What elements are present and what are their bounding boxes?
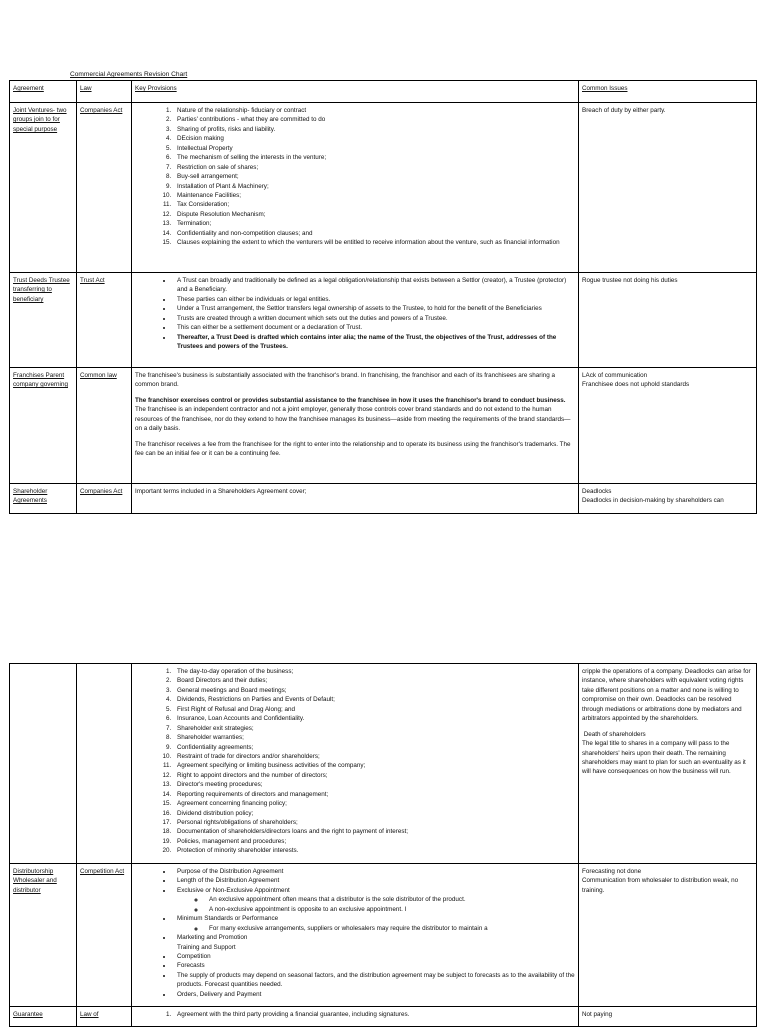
sub-list-item: ◦ An exclusive appointment often means that a distributor is the sole distributor of the product. xyxy=(205,895,575,904)
issue-line: Deadlocks xyxy=(582,488,612,495)
list-item: 7. Restriction on sale of shares; xyxy=(173,163,575,172)
list-item: 5. Intellectual Property xyxy=(173,144,575,153)
header-provisions: Key Provisions xyxy=(132,81,579,103)
plain-line: Training and Support xyxy=(177,943,236,951)
header-agreement: Agreement xyxy=(10,81,77,103)
list-item: 13. Director's meeting procedures; xyxy=(173,780,575,789)
list-item: 8. Buy-sell arrangement; xyxy=(173,172,575,181)
list-item: 4. Dividends, Restrictions on Parties and Events of Default; xyxy=(173,695,575,704)
list-item: 20. Protection of minority shareholder interests. xyxy=(173,846,575,855)
list-item: • Marketing and Promotion xyxy=(173,933,575,942)
issue-line: Forecasting not done xyxy=(582,868,642,875)
issue-line: Communication from wholesaler to distribution weak, no training. xyxy=(582,877,739,894)
sub-list xyxy=(177,924,575,933)
list-item: 1. The day-to-day operation of the business; xyxy=(173,667,575,676)
provisions-list xyxy=(135,1010,575,1019)
provisions-list xyxy=(135,276,575,352)
list-item: • Forecasts xyxy=(173,961,575,970)
list-item: 4. DEcision making xyxy=(173,134,575,143)
sub-list-item: ◦ For many exclusive arrangements, suppliers or wholesalers may require the distributor to maintain a xyxy=(205,924,575,933)
paragraph: The franchisor receives a fee from the franchisee for the right to enter into the relationship and to operate its business using the franchisor's trademarks. The fee can be an initial fee or it can be a continuing fee. xyxy=(135,440,571,458)
list-item: 9. Installation of Plant & Machinery; xyxy=(173,182,575,191)
list-item: • Competition xyxy=(173,952,575,961)
provisions-cell xyxy=(132,273,579,368)
list-item: 6. Insurance, Loan Accounts and Confidentiality. xyxy=(173,714,575,723)
list-item xyxy=(173,914,575,933)
list-item: 19. Policies, management and procedures; xyxy=(173,837,575,846)
provisions-cell xyxy=(132,368,579,484)
bold-text: The franchisor exercises control or provides substantial assistance to the franchisee in how it uses the franchisor's brand to conduct business. xyxy=(135,396,566,404)
list-item: • Orders, Delivery and Payment xyxy=(173,990,575,999)
paragraph xyxy=(135,396,575,434)
table-header-row xyxy=(10,81,757,103)
issue-line: The legal title to shares in a company will pass to the shareholders' heirs upon their death. The remaining shareholders may want to plan for such an eventuality as it will have consequences on how the business will run. xyxy=(582,740,746,776)
agreement-cell: Trust Deeds Trustee transferring to beneficiary xyxy=(10,273,77,368)
law-cell: Companies Act xyxy=(77,484,132,514)
law-cell: Companies Act xyxy=(77,103,132,273)
list-item: 15. Clauses explaining the extent to which the venturers will be entitled to receive information about the venture, such as financial information xyxy=(173,238,575,247)
issues-cell: Breach of duty by either party. xyxy=(579,103,757,273)
issue-line: LAck of communication xyxy=(582,372,648,379)
header-issues: Common Issues xyxy=(579,81,757,103)
agreement-cell: Joint Ventures- two groups join to for special purpose xyxy=(10,103,77,273)
list-item xyxy=(173,886,575,914)
issues-cell: Rogue trustee not doing his duties xyxy=(579,273,757,368)
list-item: 5. First Right of Refusal and Drag Along; and xyxy=(173,705,575,714)
agreement-cell: Distributorship Wholesaler and distributor xyxy=(10,864,77,1007)
law-cell xyxy=(77,664,132,864)
issues-cell xyxy=(579,484,757,514)
list-item-text: Exclusive or Non-Exclusive Appointment xyxy=(177,886,290,894)
agreement-cell: Franchises Parent company governing xyxy=(10,368,77,484)
provisions-list xyxy=(135,106,575,248)
list-item: 2. Board Directors and their duties; xyxy=(173,676,575,685)
header-law: Law xyxy=(77,81,132,103)
law-cell: Competition Act xyxy=(77,864,132,1007)
list-item: 15. Agreement concerning financing policy; xyxy=(173,799,575,808)
list-item: 9. Confidentiality agreements; xyxy=(173,743,575,752)
agreements-table-page-2 xyxy=(9,663,757,1027)
list-item: • A Trust can broadly and traditionally be defined as a legal obligation/relationship that exists between a Settlor (creator), a Trustee (protector) and a Beneficiary. xyxy=(173,276,575,295)
list-item: 2. Parties' contributions - what they are committed to do xyxy=(173,115,575,124)
provisions-cell xyxy=(132,103,579,273)
table-row-shareholder xyxy=(10,484,757,514)
paragraph-text: The franchisee is an independent contractor and not a joint employer, generally those controls cover brand standards and do not extend to the human resources of the franchisee, nor do they extend to how the franchisee manages its business—aside from meeting the requirements of the brand standards—on a daily basis. xyxy=(135,406,571,433)
list-item-text: Minimum Standards or Performance xyxy=(177,915,279,923)
list-item: • Trusts are created through a written document which sets out the duties and powers of a Trustee. xyxy=(173,314,575,323)
list-item: 11. Agreement specifying or limiting business activities of the company; xyxy=(173,761,575,770)
issues-cell xyxy=(579,664,757,864)
list-item: 10. Maintenance Facilities; xyxy=(173,191,575,200)
list-item: • The supply of products may depend on seasonal factors, and the distribution agreement may be subject to forecasts as to the availability of the products. Forecast quantities needed. xyxy=(173,971,575,990)
agreement-cell: Guarantee xyxy=(10,1007,77,1027)
provisions-cell xyxy=(132,664,579,864)
issues-cell xyxy=(579,864,757,1007)
provisions-list xyxy=(135,667,575,856)
issues-cell xyxy=(579,368,757,484)
list-item: 14. Confidentiality and non-competition clauses; and xyxy=(173,229,575,238)
table-row-joint-ventures xyxy=(10,103,757,273)
sub-list xyxy=(177,895,575,914)
list-item: 3. Sharing of profits, risks and liability. xyxy=(173,125,575,134)
agreement-cell xyxy=(10,664,77,864)
provisions-list xyxy=(135,867,575,943)
agreement-cell: Shareholder Agreements xyxy=(10,484,77,514)
paragraph: The franchisee's business is substantially associated with the franchisor's brand. In franchising, the franchisor and each of its franchisees are sharing a common brand. xyxy=(135,372,555,389)
agreements-table-page-1 xyxy=(9,80,757,514)
list-item: 18. Documentation of shareholders/directors loans and the right to payment of interest; xyxy=(173,827,575,836)
law-cell: Law of xyxy=(77,1007,132,1027)
list-item: 14. Reporting requirements of directors and management; xyxy=(173,790,575,799)
provisions-cell: Important terms included in a Shareholders Agreement cover; xyxy=(132,484,579,514)
sub-list-item: ◦ A non-exclusive appointment is opposite to an exclusive appointment. I xyxy=(205,905,575,914)
table-row-distributorship xyxy=(10,864,757,1007)
table-row-shareholder-continued xyxy=(10,664,757,864)
list-item: • These parties can either be individuals or legal entities. xyxy=(173,295,575,304)
provisions-list-continued xyxy=(135,952,575,999)
issue-line: Deadlocks in decision-making by shareholders can xyxy=(582,497,724,505)
list-item: 1. Nature of the relationship- fiduciary or contract xyxy=(173,106,575,115)
list-item: 1. Agreement with the third party providing a financial guarantee, including signatures. xyxy=(173,1010,575,1019)
list-item: 17. Personal rights/obligations of shareholders; xyxy=(173,818,575,827)
list-item: 16. Dividend distribution policy; xyxy=(173,809,575,818)
list-item: 7. Shareholder exit strategies; xyxy=(173,724,575,733)
paragraph: cripple the operations of a company. Deadlocks can arise for instance, where shareholders with equivalent voting rights take different positions on a matter and none is willing to compromise on their own. Deadlocks can be resolved through mediations or arbitrations done by mediators and arbitrators appointed by the shareholders. xyxy=(582,668,751,723)
law-cell: Trust Act xyxy=(77,273,132,368)
list-item: 8. Shareholder warranties; xyxy=(173,733,575,742)
issues-cell: Not paying xyxy=(579,1007,757,1027)
issue-line: Death of shareholders xyxy=(582,730,646,738)
law-cell: Common law xyxy=(77,368,132,484)
list-item: • Purpose of the Distribution Agreement xyxy=(173,867,575,876)
list-item: 6. The mechanism of selling the interests in the venture; xyxy=(173,153,575,162)
list-item: 12. Right to appoint directors and the number of directors; xyxy=(173,771,575,780)
table-row-trust-deeds xyxy=(10,273,757,368)
page-title: Commercial Agreements Revision Chart xyxy=(70,71,188,78)
list-item: • Thereafter, a Trust Deed is drafted which contains inter alia; the name of the Trust, the objectives of the Trust, addresses of the Trustees and powers of the Trustees. xyxy=(173,333,575,352)
list-item: 11. Tax Consideration; xyxy=(173,200,575,209)
list-item: 13. Termination; xyxy=(173,219,575,228)
list-item: 12. Dispute Resolution Mechanism; xyxy=(173,210,575,219)
issue-line: Franchisee does not uphold standards xyxy=(582,381,690,389)
list-item: • Under a Trust arrangement, the Settlor transfers legal ownership of assets to the Trustee, to hold for the benefit of the Beneficiaries xyxy=(173,304,575,313)
list-item: • This can either be a settlement document or a declaration of Trust. xyxy=(173,323,575,332)
table-row-franchises xyxy=(10,368,757,484)
list-item: • Length of the Distribution Agreement xyxy=(173,876,575,885)
list-item: 10. Restraint of trade for directors and/or shareholders; xyxy=(173,752,575,761)
list-item: 3. General meetings and Board meetings; xyxy=(173,686,575,695)
provisions-cell xyxy=(132,864,579,1007)
